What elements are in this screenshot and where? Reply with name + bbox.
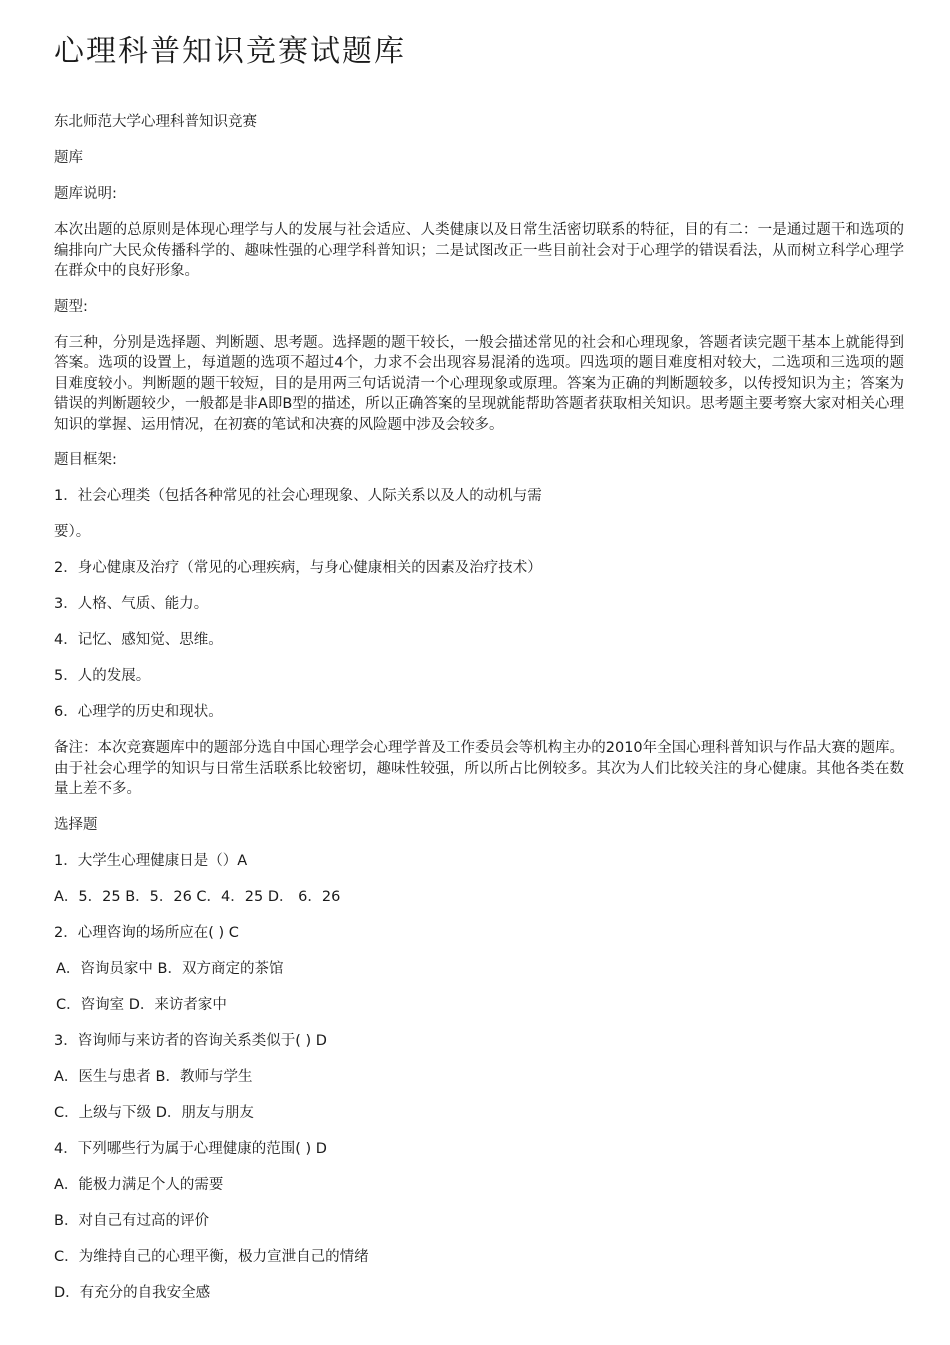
question-1-options: A．5．25 B．5．26 C．4．25 D． 6．26 [54, 888, 341, 905]
question-4-option-d: D．有充分的自我安全感 [54, 1284, 211, 1301]
question-2-options-cd: C．咨询室 D．来访者家中 [56, 996, 227, 1013]
section-heading-question-types: 题型: [54, 298, 88, 315]
paragraph-principle: 本次出题的总原则是体现心理学与人的发展与社会适应、人类健康以及日常生活密切联系的特征，目的有二：一是通过题干和选项的编排向广大民众传播科学的、趣味性强的心理学科普知识；二是试图改正一些目前社会对于心理学的错误看法，从而树立科学心理学在群众中的良好形象。 [54, 222, 904, 279]
question-4-option-b: B．对自己有过高的评价 [54, 1212, 209, 1229]
page-title: 心理科普知识竞赛试题库 [54, 34, 406, 69]
framework-item-4: 4．记忆、感知觉、思维。 [54, 632, 223, 648]
section-heading-framework: 题目框架: [54, 452, 117, 468]
paragraph-remarks: 备注：本次竞赛题库中的题部分选自中国心理学会心理学普及工作委员会等机构主办的2010年全国心理科普知识与作品大赛的题库。由于社会心理学的知识与日常生活联系比较密切，趣味性较强，所以所占比例较多。其次为人们比较关注的身心健康。其他各类在数量上差不多。 [54, 740, 904, 797]
paragraph-org: 东北师范大学心理科普知识竞赛 [54, 114, 257, 130]
section-heading-multiple-choice: 选择题 [54, 816, 98, 833]
framework-item-6: 6．心理学的历史和现状。 [54, 704, 223, 720]
question-3-options-cd: C．上级与下级 D．朋友与朋友 [54, 1104, 254, 1121]
section-heading-bank-description: 题库说明: [54, 186, 117, 202]
question-4-option-c: C．为维持自己的心理平衡，极力宣泄自己的情绪 [54, 1248, 369, 1265]
question-1: 1．大学生心理健康日是（）A [54, 852, 248, 869]
question-4-option-a: A．能极力满足个人的需要 [54, 1176, 224, 1193]
paragraph-question-types: 有三种，分别是选择题、判断题、思考题。选择题的题干较长，一般会描述常见的社会和心理现象，答题者读完题干基本上就能得到答案。选项的设置上，每道题的选项不超过4个，力求不会出现容易混淆的选项。四选项的题目难度相对较大，二选项和三选项的题目难度较小。判断题的题干较短，目的是用两三句话说清一个心理现象或原理。答案为正确的判断题较多，以传授知识为主；答案为错误的判断题较少，一般都是非A即B型的描述，所以正确答案的呈现就能帮助答题者获取相关知识。思考题主要考察大家对相关心理知识的掌握、运用情况，在初赛的笔试和决赛的风险题中涉及会较多。 [54, 334, 904, 433]
framework-item-1-continued: 要）。 [54, 524, 91, 540]
question-3: 3．咨询师与来访者的咨询关系类似于( ) D [54, 1032, 327, 1049]
question-2-options-ab: A．咨询员家中 B．双方商定的茶馆 [56, 960, 284, 977]
framework-item-5: 5．人的发展。 [54, 668, 151, 684]
question-2: 2．心理咨询的场所应在( ) C [54, 924, 239, 941]
document-page [54, 30, 904, 1319]
framework-item-3: 3．人格、气质、能力。 [54, 596, 209, 612]
framework-item-1: 1．社会心理类（包括各种常见的社会心理现象、人际关系以及人的动机与需 [54, 488, 542, 504]
framework-item-2: 2．身心健康及治疗（常见的心理疾病，与身心健康相关的因素及治疗技术） [54, 560, 542, 576]
question-4: 4．下列哪些行为属于心理健康的范围( ) D [54, 1140, 327, 1157]
paragraph-question-bank: 题库 [54, 150, 83, 166]
question-3-options-ab: A．医生与患者 B．教师与学生 [54, 1068, 253, 1085]
